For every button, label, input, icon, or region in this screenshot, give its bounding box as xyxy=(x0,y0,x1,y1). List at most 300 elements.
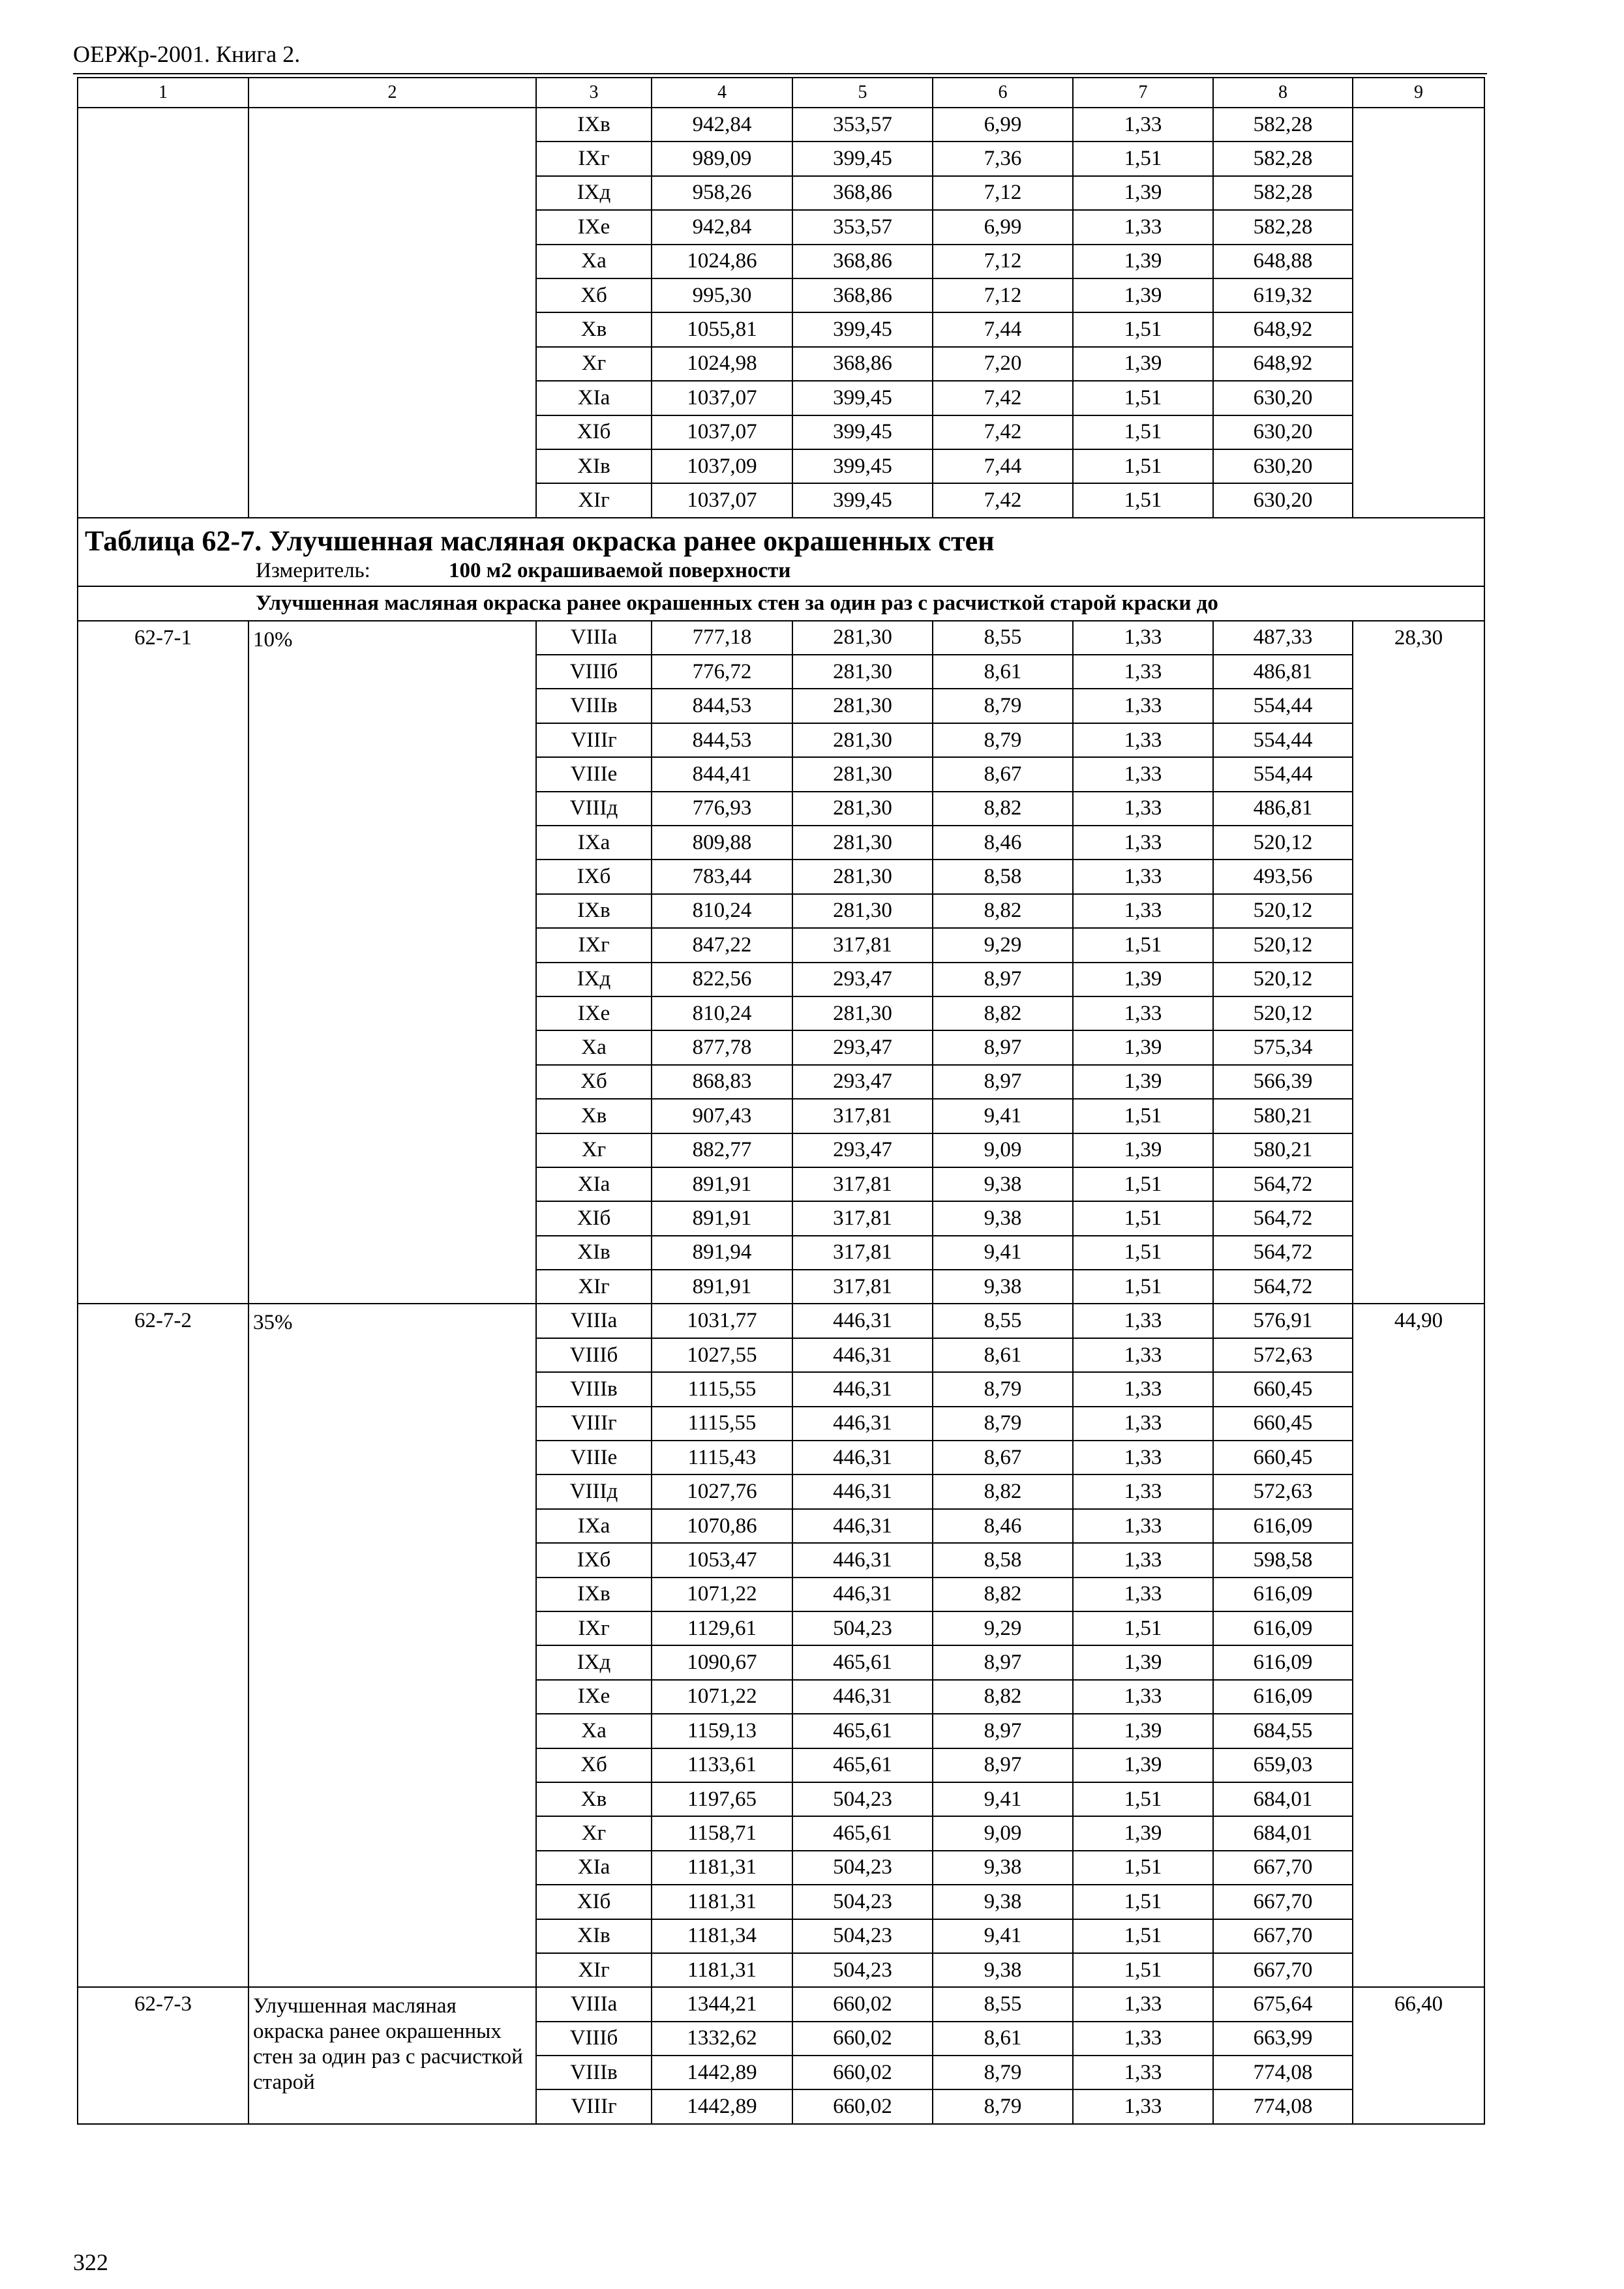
drivers-wages-cell: 1,39 xyxy=(1073,1816,1213,1850)
wages-cell: 317,81 xyxy=(792,1270,933,1304)
wages-cell: 446,31 xyxy=(792,1304,933,1338)
direct-costs-cell: 777,18 xyxy=(652,621,792,655)
wages-cell: 446,31 xyxy=(792,1474,933,1508)
mark-cell: VIIIг xyxy=(536,723,652,757)
drivers-wages-cell: 1,33 xyxy=(1073,1987,1213,2021)
mark-cell: Xг xyxy=(536,1133,652,1167)
wages-cell: 293,47 xyxy=(792,963,933,996)
rates-table xyxy=(77,77,1485,2125)
rate-description: 10% xyxy=(248,621,536,1304)
mark-cell: XIб xyxy=(536,415,652,449)
machine-costs-cell: 8,97 xyxy=(933,1645,1073,1679)
direct-costs-cell: 1133,61 xyxy=(652,1748,792,1782)
drivers-wages-cell: 1,33 xyxy=(1073,2056,1213,2089)
machine-costs-cell: 8,55 xyxy=(933,621,1073,655)
machine-costs-cell: 8,97 xyxy=(933,963,1073,996)
drivers-wages-cell: 1,39 xyxy=(1073,1748,1213,1782)
table-row xyxy=(78,1987,1484,2021)
drivers-wages-cell: 1,39 xyxy=(1073,176,1213,210)
direct-costs-cell: 1037,07 xyxy=(652,381,792,415)
direct-costs-cell: 1055,81 xyxy=(652,312,792,346)
mark-cell: Xб xyxy=(536,1748,652,1782)
machine-costs-cell: 8,79 xyxy=(933,723,1073,757)
machine-costs-cell: 9,38 xyxy=(933,1167,1073,1201)
direct-costs-cell: 891,91 xyxy=(652,1167,792,1201)
materials-cell: 616,09 xyxy=(1213,1645,1353,1679)
wages-cell: 504,23 xyxy=(792,1885,933,1919)
drivers-wages-cell: 1,33 xyxy=(1073,655,1213,689)
mark-cell: XIв xyxy=(536,1919,652,1953)
materials-cell: 663,99 xyxy=(1213,2022,1353,2056)
drivers-wages-cell: 1,33 xyxy=(1073,1338,1213,1372)
mark-cell: IXд xyxy=(536,1645,652,1679)
rate-code: 62-7-1 xyxy=(78,621,248,1304)
materials-cell: 576,91 xyxy=(1213,1304,1353,1338)
materials-cell: 572,63 xyxy=(1213,1338,1353,1372)
direct-costs-cell: 1070,86 xyxy=(652,1509,792,1543)
materials-cell: 684,55 xyxy=(1213,1714,1353,1748)
drivers-wages-cell: 1,51 xyxy=(1073,1782,1213,1816)
column-number: 5 xyxy=(792,78,933,108)
materials-cell: 667,70 xyxy=(1213,1953,1353,1987)
empty-cell xyxy=(78,108,248,518)
direct-costs-cell: 1442,89 xyxy=(652,2089,792,2123)
wages-cell: 317,81 xyxy=(792,928,933,962)
direct-costs-cell: 1024,98 xyxy=(652,347,792,381)
direct-costs-cell: 1027,55 xyxy=(652,1338,792,1372)
wages-cell: 465,61 xyxy=(792,1748,933,1782)
mark-cell: XIг xyxy=(536,1953,652,1987)
rate-code: 62-7-2 xyxy=(78,1304,248,1987)
column-number: 7 xyxy=(1073,78,1213,108)
measure-label: Измеритель: xyxy=(256,559,370,583)
wages-cell: 660,02 xyxy=(792,1987,933,2021)
wages-cell: 293,47 xyxy=(792,1065,933,1099)
materials-cell: 660,45 xyxy=(1213,1407,1353,1441)
drivers-wages-cell: 1,51 xyxy=(1073,1919,1213,1953)
wages-cell: 293,47 xyxy=(792,1030,933,1064)
direct-costs-cell: 942,84 xyxy=(652,108,792,142)
materials-cell: 616,09 xyxy=(1213,1578,1353,1611)
column-number: 2 xyxy=(248,78,536,108)
wages-cell: 399,45 xyxy=(792,449,933,483)
mark-cell: XIа xyxy=(536,1851,652,1885)
page-number: 322 xyxy=(73,2249,108,2275)
rate-description: Улучшенная масляная окраска ранее окрашенных стен за один раз с расчисткой старой xyxy=(248,1987,536,2124)
wages-cell: 317,81 xyxy=(792,1099,933,1133)
mark-cell: VIIIв xyxy=(536,2056,652,2089)
machine-costs-cell: 8,79 xyxy=(933,2089,1073,2123)
direct-costs-cell: 1181,34 xyxy=(652,1919,792,1953)
materials-cell: 520,12 xyxy=(1213,894,1353,928)
machine-costs-cell: 8,79 xyxy=(933,689,1073,723)
mark-cell: VIIIб xyxy=(536,655,652,689)
wages-cell: 446,31 xyxy=(792,1441,933,1474)
rate-description: 35% xyxy=(248,1304,536,1987)
table-title-row xyxy=(78,518,1484,587)
drivers-wages-cell: 1,51 xyxy=(1073,1953,1213,1987)
materials-cell: 554,44 xyxy=(1213,757,1353,791)
machine-costs-cell: 8,58 xyxy=(933,1543,1073,1577)
mark-cell: XIв xyxy=(536,449,652,483)
machine-costs-cell: 8,82 xyxy=(933,1578,1073,1611)
machine-costs-cell: 8,61 xyxy=(933,1338,1073,1372)
materials-cell: 554,44 xyxy=(1213,723,1353,757)
machine-costs-cell: 8,61 xyxy=(933,655,1073,689)
drivers-wages-cell: 1,33 xyxy=(1073,996,1213,1030)
machine-costs-cell: 9,29 xyxy=(933,928,1073,962)
machine-costs-cell: 8,79 xyxy=(933,2056,1073,2089)
drivers-wages-cell: 1,33 xyxy=(1073,894,1213,928)
mark-cell: VIIIд xyxy=(536,792,652,826)
wages-cell: 660,02 xyxy=(792,2022,933,2056)
wages-cell: 281,30 xyxy=(792,655,933,689)
drivers-wages-cell: 1,33 xyxy=(1073,826,1213,860)
column-number: 3 xyxy=(536,78,652,108)
mark-cell: IXе xyxy=(536,210,652,244)
wages-cell: 368,86 xyxy=(792,176,933,210)
direct-costs-cell: 958,26 xyxy=(652,176,792,210)
wages-cell: 446,31 xyxy=(792,1407,933,1441)
mark-cell: Xг xyxy=(536,347,652,381)
drivers-wages-cell: 1,51 xyxy=(1073,312,1213,346)
direct-costs-cell: 1071,22 xyxy=(652,1578,792,1611)
wages-cell: 446,31 xyxy=(792,1372,933,1406)
machine-costs-cell: 8,67 xyxy=(933,1441,1073,1474)
direct-costs-cell: 847,22 xyxy=(652,928,792,962)
mark-cell: Xв xyxy=(536,312,652,346)
machine-costs-cell: 8,46 xyxy=(933,826,1073,860)
drivers-wages-cell: 1,33 xyxy=(1073,621,1213,655)
materials-cell: 616,09 xyxy=(1213,1509,1353,1543)
direct-costs-cell: 844,41 xyxy=(652,757,792,791)
materials-cell: 486,81 xyxy=(1213,655,1353,689)
table-row xyxy=(78,1304,1484,1338)
table-row xyxy=(78,621,1484,655)
measure-line xyxy=(85,560,1477,586)
wages-cell: 281,30 xyxy=(792,996,933,1030)
drivers-wages-cell: 1,33 xyxy=(1073,860,1213,893)
drivers-wages-cell: 1,39 xyxy=(1073,245,1213,278)
wages-cell: 317,81 xyxy=(792,1167,933,1201)
direct-costs-cell: 1158,71 xyxy=(652,1816,792,1850)
mark-cell: IXд xyxy=(536,176,652,210)
table-title-cell xyxy=(78,518,1484,587)
machine-costs-cell: 7,42 xyxy=(933,483,1073,517)
materials-cell: 630,20 xyxy=(1213,483,1353,517)
direct-costs-cell: 1031,77 xyxy=(652,1304,792,1338)
machine-costs-cell: 7,36 xyxy=(933,142,1073,175)
drivers-wages-cell: 1,33 xyxy=(1073,1474,1213,1508)
machine-costs-cell: 8,82 xyxy=(933,792,1073,826)
drivers-wages-cell: 1,33 xyxy=(1073,1578,1213,1611)
mark-cell: IXа xyxy=(536,1509,652,1543)
materials-cell: 630,20 xyxy=(1213,449,1353,483)
direct-costs-cell: 1442,89 xyxy=(652,2056,792,2089)
materials-cell: 659,03 xyxy=(1213,1748,1353,1782)
empty-cell xyxy=(1353,108,1484,518)
materials-cell: 486,81 xyxy=(1213,792,1353,826)
materials-cell: 774,08 xyxy=(1213,2089,1353,2123)
mark-cell: VIIIг xyxy=(536,2089,652,2123)
table-title: Таблица 62-7. Улучшенная масляная окраска ранее окрашенных стен xyxy=(85,524,995,557)
materials-cell: 493,56 xyxy=(1213,860,1353,893)
running-header: ОЕРЖр-2001. Книга 2. xyxy=(73,41,301,67)
column-number: 4 xyxy=(652,78,792,108)
machine-costs-cell: 8,82 xyxy=(933,894,1073,928)
direct-costs-cell: 891,91 xyxy=(652,1201,792,1235)
direct-costs-cell: 1115,55 xyxy=(652,1372,792,1406)
materials-cell: 582,28 xyxy=(1213,142,1353,175)
materials-cell: 648,88 xyxy=(1213,245,1353,278)
mark-cell: VIIIе xyxy=(536,1441,652,1474)
mark-cell: IXг xyxy=(536,142,652,175)
empty-cell xyxy=(248,108,536,518)
rate-code: 62-7-3 xyxy=(78,1987,248,2124)
drivers-wages-cell: 1,51 xyxy=(1073,1851,1213,1885)
wages-cell: 293,47 xyxy=(792,1133,933,1167)
direct-costs-cell: 1181,31 xyxy=(652,1953,792,1987)
mark-cell: XIг xyxy=(536,483,652,517)
wages-cell: 446,31 xyxy=(792,1509,933,1543)
mark-cell: XIв xyxy=(536,1236,652,1270)
materials-cell: 566,39 xyxy=(1213,1065,1353,1099)
direct-costs-cell: 1090,67 xyxy=(652,1645,792,1679)
direct-costs-cell: 1053,47 xyxy=(652,1543,792,1577)
wages-cell: 504,23 xyxy=(792,1611,933,1645)
machine-costs-cell: 7,44 xyxy=(933,449,1073,483)
direct-costs-cell: 907,43 xyxy=(652,1099,792,1133)
machine-costs-cell: 8,97 xyxy=(933,1748,1073,1782)
wages-cell: 660,02 xyxy=(792,2056,933,2089)
wages-cell: 446,31 xyxy=(792,1680,933,1714)
drivers-wages-cell: 1,39 xyxy=(1073,278,1213,312)
materials-cell: 660,45 xyxy=(1213,1372,1353,1406)
drivers-wages-cell: 1,39 xyxy=(1073,963,1213,996)
column-number: 1 xyxy=(78,78,248,108)
wages-cell: 446,31 xyxy=(792,1578,933,1611)
mark-cell: VIIIв xyxy=(536,1372,652,1406)
mark-cell: VIIIд xyxy=(536,1474,652,1508)
materials-cell: 675,64 xyxy=(1213,1987,1353,2021)
wages-cell: 399,45 xyxy=(792,381,933,415)
drivers-wages-cell: 1,51 xyxy=(1073,1270,1213,1304)
direct-costs-cell: 822,56 xyxy=(652,963,792,996)
materials-cell: 616,09 xyxy=(1213,1611,1353,1645)
direct-costs-cell: 1024,86 xyxy=(652,245,792,278)
direct-costs-cell: 1197,65 xyxy=(652,1782,792,1816)
machine-costs-cell: 8,61 xyxy=(933,2022,1073,2056)
materials-cell: 667,70 xyxy=(1213,1885,1353,1919)
materials-cell: 616,09 xyxy=(1213,1680,1353,1714)
materials-cell: 648,92 xyxy=(1213,347,1353,381)
drivers-wages-cell: 1,39 xyxy=(1073,1030,1213,1064)
mark-cell: IXв xyxy=(536,894,652,928)
machine-costs-cell: 9,09 xyxy=(933,1816,1073,1850)
mark-cell: IXг xyxy=(536,1611,652,1645)
direct-costs-cell: 1181,31 xyxy=(652,1885,792,1919)
mark-cell: VIIIб xyxy=(536,1338,652,1372)
direct-costs-cell: 1037,07 xyxy=(652,483,792,517)
materials-cell: 487,33 xyxy=(1213,621,1353,655)
materials-cell: 684,01 xyxy=(1213,1782,1353,1816)
mark-cell: Xб xyxy=(536,1065,652,1099)
machine-costs-cell: 9,38 xyxy=(933,1851,1073,1885)
materials-cell: 554,44 xyxy=(1213,689,1353,723)
materials-cell: 667,70 xyxy=(1213,1851,1353,1885)
machine-costs-cell: 6,99 xyxy=(933,108,1073,142)
drivers-wages-cell: 1,33 xyxy=(1073,108,1213,142)
materials-cell: 572,63 xyxy=(1213,1474,1353,1508)
wages-cell: 353,57 xyxy=(792,210,933,244)
machine-costs-cell: 9,38 xyxy=(933,1270,1073,1304)
mark-cell: VIIIб xyxy=(536,2022,652,2056)
direct-costs-cell: 1037,09 xyxy=(652,449,792,483)
drivers-wages-cell: 1,33 xyxy=(1073,1441,1213,1474)
drivers-wages-cell: 1,51 xyxy=(1073,483,1213,517)
wages-cell: 399,45 xyxy=(792,483,933,517)
drivers-wages-cell: 1,51 xyxy=(1073,1885,1213,1919)
mark-cell: Xв xyxy=(536,1099,652,1133)
mark-cell: Xг xyxy=(536,1816,652,1850)
wages-cell: 465,61 xyxy=(792,1645,933,1679)
direct-costs-cell: 1027,76 xyxy=(652,1474,792,1508)
wages-cell: 281,30 xyxy=(792,860,933,893)
column-number: 6 xyxy=(933,78,1073,108)
direct-costs-cell: 776,93 xyxy=(652,792,792,826)
direct-costs-cell: 1332,62 xyxy=(652,2022,792,2056)
column-number-row xyxy=(78,78,1484,108)
materials-cell: 619,32 xyxy=(1213,278,1353,312)
direct-costs-cell: 1115,43 xyxy=(652,1441,792,1474)
direct-costs-cell: 783,44 xyxy=(652,860,792,893)
direct-costs-cell: 1071,22 xyxy=(652,1680,792,1714)
mark-cell: Xб xyxy=(536,278,652,312)
materials-cell: 580,21 xyxy=(1213,1133,1353,1167)
wages-cell: 504,23 xyxy=(792,1851,933,1885)
wages-cell: 317,81 xyxy=(792,1201,933,1235)
drivers-wages-cell: 1,33 xyxy=(1073,792,1213,826)
wages-cell: 368,86 xyxy=(792,347,933,381)
wages-cell: 465,61 xyxy=(792,1816,933,1850)
drivers-wages-cell: 1,33 xyxy=(1073,1680,1213,1714)
direct-costs-cell: 776,72 xyxy=(652,655,792,689)
table-row xyxy=(78,108,1484,142)
machine-costs-cell: 9,38 xyxy=(933,1885,1073,1919)
wages-cell: 660,02 xyxy=(792,2089,933,2123)
materials-cell: 630,20 xyxy=(1213,415,1353,449)
direct-costs-cell: 882,77 xyxy=(652,1133,792,1167)
machine-costs-cell: 8,97 xyxy=(933,1065,1073,1099)
drivers-wages-cell: 1,33 xyxy=(1073,1304,1213,1338)
column-number: 8 xyxy=(1213,78,1353,108)
drivers-wages-cell: 1,51 xyxy=(1073,142,1213,175)
wages-cell: 399,45 xyxy=(792,142,933,175)
drivers-wages-cell: 1,51 xyxy=(1073,449,1213,483)
wages-cell: 446,31 xyxy=(792,1543,933,1577)
materials-cell: 564,72 xyxy=(1213,1201,1353,1235)
materials-cell: 520,12 xyxy=(1213,826,1353,860)
mark-cell: XIа xyxy=(536,381,652,415)
materials-cell: 520,12 xyxy=(1213,963,1353,996)
drivers-wages-cell: 1,51 xyxy=(1073,1201,1213,1235)
direct-costs-cell: 1037,07 xyxy=(652,415,792,449)
drivers-wages-cell: 1,51 xyxy=(1073,1167,1213,1201)
drivers-wages-cell: 1,33 xyxy=(1073,1509,1213,1543)
direct-costs-cell: 1181,31 xyxy=(652,1851,792,1885)
machine-costs-cell: 7,44 xyxy=(933,312,1073,346)
header-rule xyxy=(73,73,1487,74)
drivers-wages-cell: 1,51 xyxy=(1073,415,1213,449)
materials-cell: 582,28 xyxy=(1213,176,1353,210)
drivers-wages-cell: 1,33 xyxy=(1073,1407,1213,1441)
direct-costs-cell: 868,83 xyxy=(652,1065,792,1099)
machine-costs-cell: 7,12 xyxy=(933,176,1073,210)
wages-cell: 504,23 xyxy=(792,1953,933,1987)
wages-cell: 281,30 xyxy=(792,757,933,791)
direct-costs-cell: 1129,61 xyxy=(652,1611,792,1645)
mark-cell: XIб xyxy=(536,1885,652,1919)
mark-cell: VIIIв xyxy=(536,689,652,723)
mark-cell: IXб xyxy=(536,860,652,893)
mark-cell: IXг xyxy=(536,928,652,962)
machine-costs-cell: 8,97 xyxy=(933,1030,1073,1064)
wages-cell: 281,30 xyxy=(792,689,933,723)
wages-cell: 504,23 xyxy=(792,1919,933,1953)
materials-cell: 564,72 xyxy=(1213,1167,1353,1201)
machine-costs-cell: 9,41 xyxy=(933,1782,1073,1816)
mark-cell: VIIIа xyxy=(536,1987,652,2021)
machine-costs-cell: 7,42 xyxy=(933,381,1073,415)
direct-costs-cell: 809,88 xyxy=(652,826,792,860)
column-number: 9 xyxy=(1353,78,1484,108)
drivers-wages-cell: 1,51 xyxy=(1073,1236,1213,1270)
drivers-wages-cell: 1,33 xyxy=(1073,2022,1213,2056)
machine-costs-cell: 8,55 xyxy=(933,1987,1073,2021)
mark-cell: VIIIе xyxy=(536,757,652,791)
direct-costs-cell: 1159,13 xyxy=(652,1714,792,1748)
direct-costs-cell: 1115,55 xyxy=(652,1407,792,1441)
materials-cell: 580,21 xyxy=(1213,1099,1353,1133)
drivers-wages-cell: 1,51 xyxy=(1073,1611,1213,1645)
wages-cell: 504,23 xyxy=(792,1782,933,1816)
machine-costs-cell: 8,46 xyxy=(933,1509,1073,1543)
materials-cell: 520,12 xyxy=(1213,996,1353,1030)
mark-cell: IXв xyxy=(536,1578,652,1611)
mark-cell: IXе xyxy=(536,996,652,1030)
drivers-wages-cell: 1,51 xyxy=(1073,1099,1213,1133)
mark-cell: Xа xyxy=(536,245,652,278)
wages-cell: 399,45 xyxy=(792,415,933,449)
machine-costs-cell: 7,42 xyxy=(933,415,1073,449)
drivers-wages-cell: 1,39 xyxy=(1073,1133,1213,1167)
price-cell: 28,30 xyxy=(1353,621,1484,1304)
wages-cell: 281,30 xyxy=(792,621,933,655)
machine-costs-cell: 8,82 xyxy=(933,1680,1073,1714)
mark-cell: Xа xyxy=(536,1030,652,1064)
direct-costs-cell: 942,84 xyxy=(652,210,792,244)
mark-cell: Xа xyxy=(536,1714,652,1748)
machine-costs-cell: 6,99 xyxy=(933,210,1073,244)
table-body xyxy=(78,78,1484,2124)
drivers-wages-cell: 1,33 xyxy=(1073,689,1213,723)
materials-cell: 648,92 xyxy=(1213,312,1353,346)
machine-costs-cell: 9,41 xyxy=(933,1919,1073,1953)
direct-costs-cell: 989,09 xyxy=(652,142,792,175)
wages-cell: 281,30 xyxy=(792,792,933,826)
machine-costs-cell: 9,29 xyxy=(933,1611,1073,1645)
mark-cell: IXе xyxy=(536,1680,652,1714)
